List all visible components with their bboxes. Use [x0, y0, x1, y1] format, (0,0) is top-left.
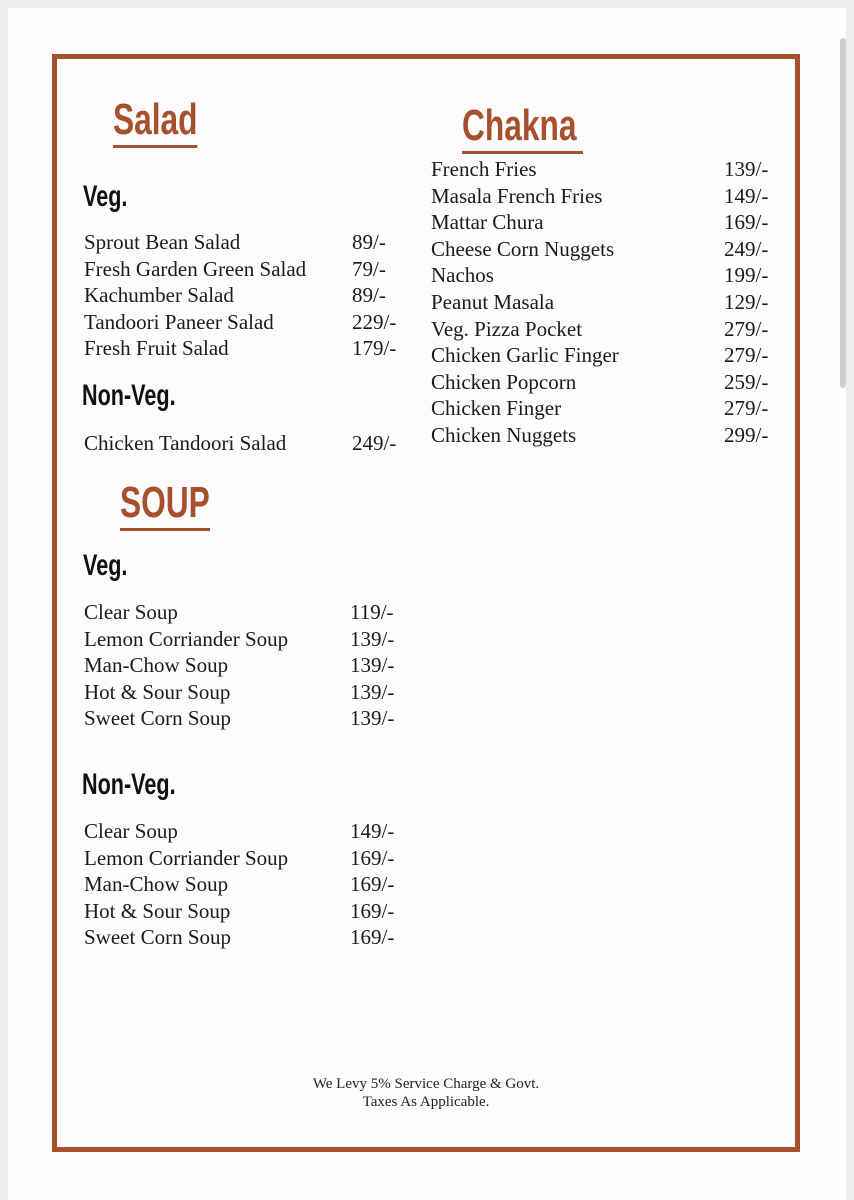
menu-item-name: Peanut Masala — [431, 289, 555, 314]
salad-title-underline — [113, 145, 198, 148]
chakna-title-text: Chakna — [462, 101, 577, 150]
menu-item — [84, 229, 414, 256]
menu-item-name: Tandoori Paneer Salad — [84, 309, 274, 334]
soup-nonveg-heading: Non-Veg. — [82, 768, 176, 801]
menu-item-name: Kachumber Salad — [84, 283, 234, 308]
service-charge-line-2: Taxes As Applicable. — [362, 1094, 490, 1110]
salad-nonveg-heading: Non-Veg. — [82, 379, 176, 412]
menu-item-price: 139/- — [350, 626, 395, 651]
menu-item-price: 229/- — [352, 309, 397, 334]
menu-item — [84, 679, 414, 706]
menu-item-name: Clear Soup — [84, 819, 178, 843]
menu-item — [431, 395, 781, 422]
menu-item-name: Fresh Garden Green Salad — [84, 256, 307, 281]
menu-item-name: Nachos — [431, 263, 494, 288]
menu-item-price: 139/- — [350, 679, 395, 704]
menu-item-price: 89/- — [352, 283, 386, 308]
salad-nonveg-list — [84, 430, 414, 457]
menu-item-price: 169/- — [350, 898, 395, 923]
menu-item — [431, 316, 781, 343]
menu-item — [84, 652, 414, 679]
menu-item-name: Sweet Corn Soup — [84, 706, 231, 731]
menu-item-price: 169/- — [724, 210, 769, 235]
menu-item-price: 139/- — [350, 653, 395, 678]
service-charge-line-1: We Levy 5% Service Charge & Govt. — [312, 1076, 540, 1092]
menu-item — [431, 369, 781, 396]
menu-item-name: Veg. Pizza Pocket — [431, 316, 583, 341]
menu-item — [431, 262, 781, 289]
menu-item-price: 119/- — [350, 600, 394, 624]
menu-item-price: 149/- — [350, 819, 395, 843]
menu-item-name: Cheese Corn Nuggets — [431, 236, 615, 261]
menu-item — [431, 236, 781, 263]
menu-item-price: 89/- — [352, 230, 386, 254]
menu-item-name: Chicken Nuggets — [431, 422, 577, 447]
soup-veg-list — [84, 599, 414, 732]
scrollbar[interactable] — [840, 38, 846, 388]
menu-item — [84, 871, 414, 898]
menu-item-price: 129/- — [724, 289, 769, 314]
menu-item — [84, 309, 414, 336]
menu-item — [431, 183, 781, 210]
soup-title-underline — [120, 528, 210, 531]
menu-item-price: 249/- — [352, 431, 397, 455]
menu-item-price: 169/- — [350, 872, 395, 897]
menu-item-price: 139/- — [724, 157, 769, 181]
menu-item-name: Clear Soup — [84, 600, 178, 624]
menu-item-name: Hot & Sour Soup — [84, 898, 231, 923]
chakna-list — [431, 156, 781, 449]
menu-item — [431, 342, 781, 369]
soup-veg-heading: Veg. — [83, 549, 128, 582]
menu-item-name: Chicken Popcorn — [431, 369, 577, 394]
menu-item-price: 169/- — [350, 925, 395, 950]
menu-item-price: 179/- — [352, 336, 397, 361]
menu-item-price: 279/- — [724, 343, 769, 368]
menu-item-name: Chicken Tandoori Salad — [84, 431, 287, 455]
menu-item — [84, 335, 414, 362]
menu-item-name: Masala French Fries — [431, 183, 603, 208]
menu-item-price: 299/- — [724, 422, 769, 447]
menu-item-name: Sprout Bean Salad — [84, 230, 241, 254]
salad-title — [113, 95, 198, 148]
menu-item — [84, 845, 414, 872]
menu-item-name: Fresh Fruit Salad — [84, 336, 229, 361]
menu-item-name: Man-Chow Soup — [84, 653, 229, 678]
menu-item-price: 249/- — [724, 236, 769, 261]
menu-item-name: Chicken Garlic Finger — [431, 343, 619, 368]
soup-title — [120, 478, 210, 531]
menu-item-price: 149/- — [724, 183, 769, 208]
menu-item — [431, 422, 781, 449]
menu-item-price: 199/- — [724, 263, 769, 288]
menu-item-price: 279/- — [724, 396, 769, 421]
salad-veg-heading: Veg. — [83, 180, 128, 213]
menu-item-name: Lemon Corriander Soup — [84, 845, 289, 870]
menu-item — [84, 256, 414, 283]
menu-item-name: Mattar Chura — [431, 210, 544, 235]
menu-item — [84, 924, 414, 951]
service-charge-note — [260, 1075, 592, 1111]
salad-veg-list — [84, 229, 414, 362]
chakna-title — [462, 101, 583, 154]
menu-item — [431, 209, 781, 236]
menu-item-name: Hot & Sour Soup — [84, 679, 231, 704]
menu-item — [84, 898, 414, 925]
menu-item-price: 259/- — [724, 369, 769, 394]
menu-item-name: Sweet Corn Soup — [84, 925, 231, 950]
soup-title-text: SOUP — [120, 478, 210, 527]
menu-item — [84, 282, 414, 309]
menu-item-price: 279/- — [724, 316, 769, 341]
menu-item — [431, 156, 781, 183]
menu-item-price: 169/- — [350, 845, 395, 870]
menu-item-price: 79/- — [352, 256, 386, 281]
menu-item-price: 139/- — [350, 706, 395, 731]
chakna-title-underline — [462, 151, 583, 154]
menu-item — [84, 818, 414, 845]
menu-item-name: Lemon Corriander Soup — [84, 626, 289, 651]
menu-item-name: Chicken Finger — [431, 396, 562, 421]
menu-item-name: Man-Chow Soup — [84, 872, 229, 897]
menu-item — [84, 705, 414, 732]
menu-item — [431, 289, 781, 316]
menu-item — [84, 430, 414, 457]
menu-item-name: French Fries — [431, 157, 537, 181]
menu-item — [84, 599, 414, 626]
soup-nonveg-list — [84, 818, 414, 951]
salad-title-text: Salad — [113, 95, 198, 144]
menu-item — [84, 626, 414, 653]
